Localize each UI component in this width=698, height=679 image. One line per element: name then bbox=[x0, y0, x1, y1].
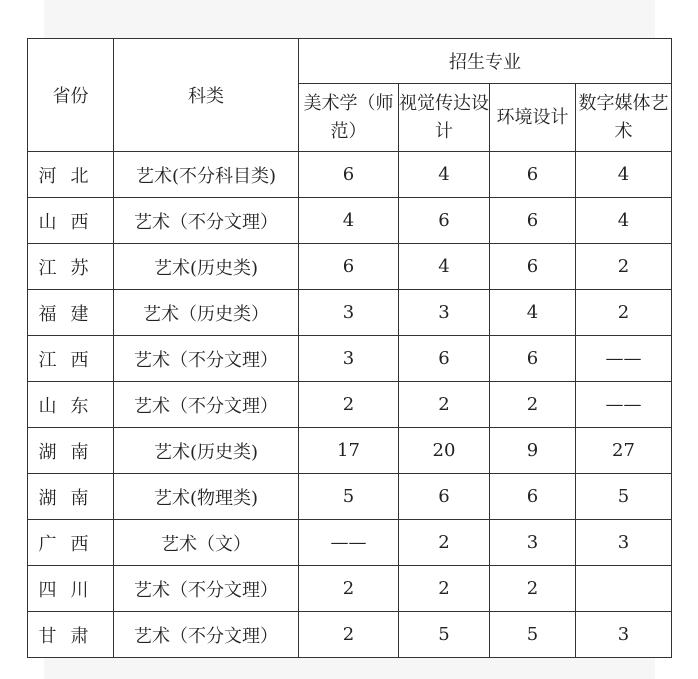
quota-cell: 20 bbox=[399, 428, 490, 474]
category-cell: 艺术(历史类) bbox=[114, 428, 299, 474]
quota-cell: 2 bbox=[576, 244, 672, 290]
category-cell: 艺术（不分文理） bbox=[114, 566, 299, 612]
quota-cell: —— bbox=[576, 336, 672, 382]
quota-cell: 2 bbox=[299, 612, 399, 658]
quota-cell: —— bbox=[299, 520, 399, 566]
table-body bbox=[28, 152, 672, 658]
table-row bbox=[28, 612, 672, 658]
quota-cell: 6 bbox=[490, 244, 576, 290]
quota-cell: 2 bbox=[490, 382, 576, 428]
table-row bbox=[28, 290, 672, 336]
quota-cell: —— bbox=[576, 382, 672, 428]
quota-cell bbox=[576, 566, 672, 612]
category-cell: 艺术(物理类) bbox=[114, 474, 299, 520]
quota-cell: 6 bbox=[399, 474, 490, 520]
table-row bbox=[28, 428, 672, 474]
quota-cell: 3 bbox=[299, 336, 399, 382]
table-row bbox=[28, 520, 672, 566]
province-cell: 江苏 bbox=[28, 244, 114, 290]
table-row bbox=[28, 336, 672, 382]
header-province: 省份 bbox=[28, 39, 114, 152]
header-major: 数字媒体艺术 bbox=[576, 84, 672, 152]
quota-cell: 5 bbox=[299, 474, 399, 520]
quota-cell: 3 bbox=[576, 520, 672, 566]
quota-cell: 4 bbox=[299, 198, 399, 244]
header-category: 科类 bbox=[114, 39, 299, 152]
province-cell: 湖南 bbox=[28, 428, 114, 474]
quota-cell: 6 bbox=[399, 336, 490, 382]
header-majors-group: 招生专业 bbox=[299, 39, 672, 84]
quota-cell: 6 bbox=[399, 198, 490, 244]
quota-cell: 6 bbox=[299, 244, 399, 290]
quota-cell: 2 bbox=[399, 520, 490, 566]
category-cell: 艺术（不分文理） bbox=[114, 198, 299, 244]
quota-cell: 3 bbox=[399, 290, 490, 336]
province-cell: 山西 bbox=[28, 198, 114, 244]
category-cell: 艺术（文） bbox=[114, 520, 299, 566]
table-header bbox=[28, 39, 672, 152]
province-cell: 山东 bbox=[28, 382, 114, 428]
quota-cell: 3 bbox=[490, 520, 576, 566]
table-row bbox=[28, 152, 672, 198]
quota-cell: 2 bbox=[490, 566, 576, 612]
province-cell: 江西 bbox=[28, 336, 114, 382]
quota-cell: 2 bbox=[299, 382, 399, 428]
category-cell: 艺术（历史类） bbox=[114, 290, 299, 336]
category-cell: 艺术（不分文理） bbox=[114, 382, 299, 428]
province-cell: 四川 bbox=[28, 566, 114, 612]
table-row bbox=[28, 566, 672, 612]
quota-cell: 4 bbox=[490, 290, 576, 336]
quota-cell: 6 bbox=[490, 198, 576, 244]
quota-cell: 17 bbox=[299, 428, 399, 474]
table-row bbox=[28, 244, 672, 290]
table-row bbox=[28, 474, 672, 520]
quota-cell: 5 bbox=[576, 474, 672, 520]
quota-cell: 4 bbox=[399, 152, 490, 198]
header-major: 视觉传达设计 bbox=[399, 84, 490, 152]
table-row bbox=[28, 382, 672, 428]
quota-cell: 4 bbox=[399, 244, 490, 290]
enrollment-table bbox=[27, 38, 672, 658]
quota-cell: 6 bbox=[490, 152, 576, 198]
province-cell: 河北 bbox=[28, 152, 114, 198]
quota-cell: 2 bbox=[399, 566, 490, 612]
category-cell: 艺术（不分文理） bbox=[114, 612, 299, 658]
province-cell: 甘肃 bbox=[28, 612, 114, 658]
province-cell: 湖南 bbox=[28, 474, 114, 520]
province-cell: 福建 bbox=[28, 290, 114, 336]
quota-cell: 6 bbox=[490, 336, 576, 382]
category-cell: 艺术(不分科目类) bbox=[114, 152, 299, 198]
category-cell: 艺术(历史类) bbox=[114, 244, 299, 290]
quota-cell: 9 bbox=[490, 428, 576, 474]
quota-cell: 5 bbox=[399, 612, 490, 658]
header-major: 美术学（师范） bbox=[299, 84, 399, 152]
quota-cell: 4 bbox=[576, 152, 672, 198]
quota-cell: 3 bbox=[576, 612, 672, 658]
quota-cell: 6 bbox=[490, 474, 576, 520]
quota-cell: 3 bbox=[299, 290, 399, 336]
quota-cell: 6 bbox=[299, 152, 399, 198]
quota-cell: 2 bbox=[299, 566, 399, 612]
table-row bbox=[28, 198, 672, 244]
quota-cell: 2 bbox=[576, 290, 672, 336]
province-cell: 广西 bbox=[28, 520, 114, 566]
category-cell: 艺术（不分文理） bbox=[114, 336, 299, 382]
quota-cell: 27 bbox=[576, 428, 672, 474]
header-major: 环境设计 bbox=[490, 84, 576, 152]
quota-cell: 4 bbox=[576, 198, 672, 244]
quota-cell: 5 bbox=[490, 612, 576, 658]
quota-cell: 2 bbox=[399, 382, 490, 428]
